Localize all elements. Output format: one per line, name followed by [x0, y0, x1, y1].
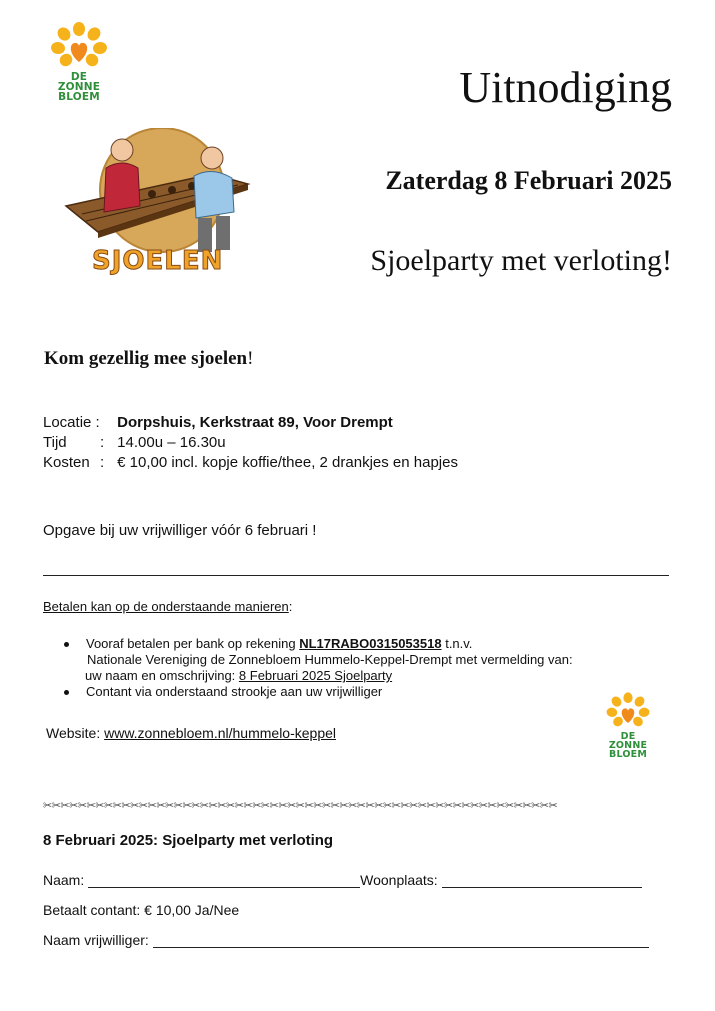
event-details [43, 413, 683, 473]
bank-prefix: Vooraf betalen per bank op rekening [86, 636, 300, 651]
payment-heading-colon: : [288, 599, 293, 614]
bank-line3-prefix: uw naam en omschrijving: [85, 668, 239, 683]
event-date: Zaterdag 8 Februari 2025 [385, 166, 672, 195]
bank-line3 [85, 668, 682, 684]
bank-line3-reference: 8 Februari 2025 Sjoelparty [238, 668, 393, 683]
slip-name-row [43, 872, 663, 888]
invite-line [44, 348, 253, 370]
volunteer-label: Naam vrijwilliger: [43, 932, 153, 948]
payment-heading [43, 599, 292, 615]
website-line [46, 725, 336, 741]
page-title: Uitnodiging [459, 63, 672, 112]
location-value: Dorpshuis, Kerkstraat 89, Voor Drempt [117, 414, 393, 431]
sjoelen-illustration [62, 128, 252, 278]
paid-cash-line: Betaalt contant: € 10,00 Ja/Nee [43, 902, 240, 918]
payment-option-bank [62, 636, 682, 684]
name-label: Naam: [43, 872, 89, 888]
cash-text: Contant via onderstaand strookje aan uw vrijwilliger [86, 684, 383, 699]
time-row [43, 433, 683, 453]
payment-heading-text: Betalen kan op de onderstaande manieren [43, 599, 289, 614]
bank-suffix: t.n.v. [441, 636, 473, 651]
cost-label: Kosten [43, 454, 90, 471]
time-label: Tijd [43, 434, 67, 451]
time-value: 14.00u – 16.30u [117, 434, 226, 451]
volunteer-field[interactable] [153, 933, 649, 948]
bank-line2: Nationale Vereniging de Zonnebloem Hummelo-Keppel-Drempt met vermelding van: [87, 652, 573, 667]
logo-text-line2: ZONNE [57, 81, 101, 93]
cost-row [43, 453, 683, 473]
cost-colon: : [100, 454, 105, 471]
scissors-cut-line: ✂✂✂✂✂✂✂✂✂✂✂✂✂✂✂✂✂✂✂✂✂✂✂✂✂✂✂✂✂✂✂✂✂✂✂✂✂✂✂✂✂✂✂✂✂✂✂✂✂✂✂✂✂✂✂✂✂✂✂ [43, 799, 558, 812]
time-colon: : [100, 434, 105, 451]
logo-small-text-line3: BLOEM [609, 749, 647, 760]
place-label: Woonplaats: [360, 872, 442, 888]
bullet-icon [64, 690, 69, 695]
cost-value: € 10,00 incl. kopje koffie/thee, 2 drankjes en hapjes [117, 454, 458, 471]
event-subtitle: Sjoelparty met verloting! [370, 244, 672, 277]
name-field[interactable] [88, 873, 360, 888]
signup-text: Opgave bij uw vrijwilliger vóór 6 februari ! [43, 522, 317, 539]
sunflower-heart-icon [605, 692, 651, 728]
invite-text: Kom gezellig mee sjoelen [44, 348, 248, 369]
website-link[interactable]: www.zonnebloem.nl/hummelo-keppel [104, 725, 337, 741]
invite-exclamation: ! [247, 348, 254, 369]
place-field[interactable] [442, 873, 642, 888]
logo-text-line1: DE [70, 71, 88, 83]
zonnebloem-logo [44, 22, 114, 102]
website-label: Website: [46, 725, 105, 741]
sjoelen-caption: SJOELEN [92, 246, 224, 276]
zonnebloem-logo-small [593, 692, 663, 759]
bullet-icon [64, 642, 69, 647]
location-label: Locatie : [43, 414, 100, 431]
iban: NL17RABO0315053518 [299, 636, 442, 651]
sunflower-heart-icon [49, 22, 109, 68]
logo-text-line3: BLOEM [58, 91, 100, 103]
logo-small-text-line1: DE [620, 731, 636, 742]
divider [43, 575, 669, 576]
logo-small-text-line2: ZONNE [608, 740, 648, 751]
slip-volunteer-row [43, 932, 663, 948]
slip-title: 8 Februari 2025: Sjoelparty met verloting [43, 832, 334, 849]
payment-option-cash [62, 684, 682, 700]
location-row [43, 413, 683, 433]
payment-options [62, 636, 682, 700]
